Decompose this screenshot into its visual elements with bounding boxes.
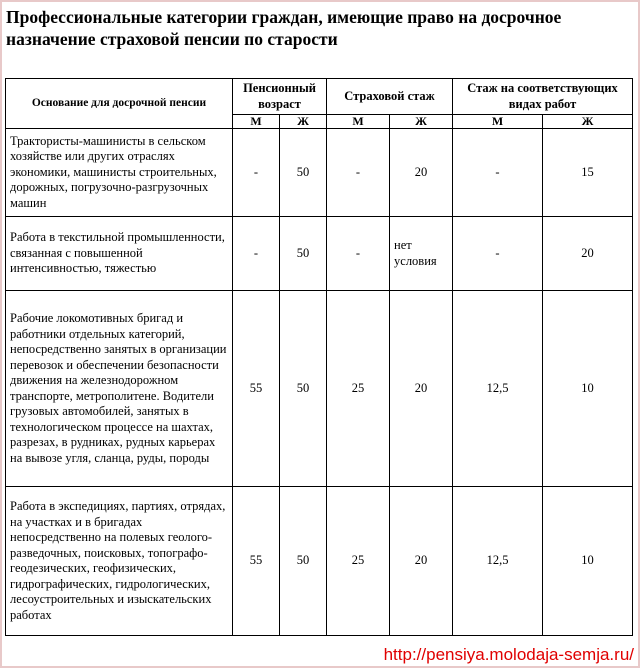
special-male-cell: 12,5: [453, 487, 543, 636]
pension-table: [5, 78, 633, 636]
age-female-cell: 50: [280, 291, 327, 487]
insurance-male-cell: -: [327, 129, 390, 217]
special-male-cell: 12,5: [453, 291, 543, 487]
special-female-cell: 10: [543, 291, 633, 487]
header-special-female: Ж: [543, 115, 633, 129]
basis-cell: Работа в экспедициях, партиях, отрядах, на участках и в бригадах непосредственно на полевых геолого-разведочных, поисковых, топографо-геодезических, геофизических, гидрографических, гидрологических, лесоустроительных и изыскательских работах: [6, 487, 233, 636]
table-row: [6, 129, 633, 217]
age-male-cell: -: [233, 217, 280, 291]
header-insurance-male: М: [327, 115, 390, 129]
header-age: Пенсионный возраст: [233, 79, 327, 115]
page-title: Профессиональные категории граждан, имеющие право на досрочное назначение страховой пенсии по старости: [6, 7, 562, 49]
insurance-female-cell: 20: [390, 291, 453, 487]
table-row: [6, 487, 633, 636]
basis-cell: Работа в текстильной промышленности, связанная с повышенной интенсивностью, тяжестью: [6, 217, 233, 291]
special-male-cell: -: [453, 217, 543, 291]
header-insurance-female: Ж: [390, 115, 453, 129]
age-male-cell: -: [233, 129, 280, 217]
table-row: [6, 217, 633, 291]
watermark-url: http://pensiya.molodaja-semja.ru/: [383, 645, 634, 664]
age-female-cell: 50: [280, 487, 327, 636]
header-row: [6, 79, 633, 115]
insurance-male-cell: 25: [327, 291, 390, 487]
age-male-cell: 55: [233, 487, 280, 636]
age-male-cell: 55: [233, 291, 280, 487]
age-female-cell: 50: [280, 129, 327, 217]
special-female-cell: 10: [543, 487, 633, 636]
header-age-male: М: [233, 115, 280, 129]
special-male-cell: -: [453, 129, 543, 217]
header-special: Стаж на соответствующих видах работ: [453, 79, 633, 115]
insurance-female-cell: нет условия: [390, 217, 453, 291]
basis-cell: Рабочие локомотивных бригад и работники отдельных категорий, непосредственно занятых в организации перевозок и обеспечении безопасности движения на железнодорожном транспорте, метрополитене. Водители грузовых автомобилей, занятых в технологическом процессе на шахтах, разрезах, в рудниках, рудных карьерах на вывозе угля, сланца, руды, породы: [6, 291, 233, 487]
insurance-female-cell: 20: [390, 487, 453, 636]
header-insurance: Страховой стаж: [327, 79, 453, 115]
age-female-cell: 50: [280, 217, 327, 291]
special-female-cell: 15: [543, 129, 633, 217]
insurance-female-cell: 20: [390, 129, 453, 217]
table-row: [6, 291, 633, 487]
header-special-male: М: [453, 115, 543, 129]
special-female-cell: 20: [543, 217, 633, 291]
header-age-female: Ж: [280, 115, 327, 129]
insurance-male-cell: -: [327, 217, 390, 291]
basis-cell: Трактористы-машинисты в сельском хозяйстве или других отраслях экономики, машинисты строительных, дорожных, погрузочно-разгрузочных машин: [6, 129, 233, 217]
insurance-male-cell: 25: [327, 487, 390, 636]
header-basis: Основание для досрочной пенсии: [6, 79, 233, 129]
